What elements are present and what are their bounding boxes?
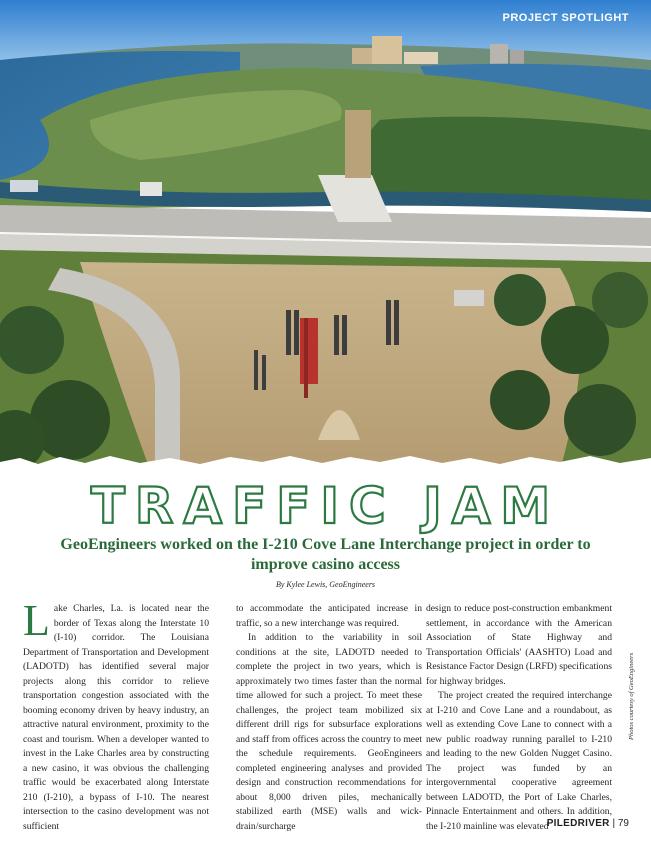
body-column-2 bbox=[236, 602, 422, 834]
page-footer bbox=[547, 818, 629, 829]
publication-name: PILEDRIVER bbox=[546, 818, 610, 829]
byline: By Kylee Lewis, GeoEngineers bbox=[275, 580, 376, 589]
paragraph: to accommodate the anticipated increase in traffic, so a new interchange was required. bbox=[236, 603, 422, 629]
paragraph bbox=[23, 596, 209, 834]
photo-credit: Photos courtesy of GeoEngineers bbox=[628, 652, 635, 740]
footer-separator: | bbox=[612, 818, 616, 829]
page-number: 79 bbox=[617, 818, 629, 829]
body-column-3 bbox=[426, 602, 612, 834]
paragraph: In addition to the variability in soil conditions at the site, LADOTD needed to complete the project in two years, which is approximately two times faster than the normal time allowed for such a project. To meet these challenges, the project team mobilized six different drill rigs for subsurface explorations and staff from offices across the country to meet the schedule requirements. GeoEngineers completed engineering analyses and provided design and construction recommendations for about 8,000 driven piles, mechanically stabilized earth (MSE) walls and wick-drain/surcharge bbox=[236, 632, 422, 832]
subheadline: GeoEngineers worked on the I-210 Cove Lane Interchange project in order to improve casino access bbox=[60, 536, 591, 573]
paragraph: The project created the required interchange at I-210 and Cove Lane and a roundabout, as well as extending Cove Lane to connect with a new public roadway running parallel to I-210 and leading to the new Golden Nugget Casino. The project was funded by an intergovernmental cooperative agreement between LADOTD, the Port of Lake Charles, Pinnacle Entertainment and others. In addition, the I-210 mainline was elevated bbox=[426, 690, 612, 832]
paragraph-text: ake Charles, La. is located near the border of Texas along the Interstate 10 (I-10) corridor. The Louisiana Department of Transportation and Development (LADOTD) has identified several major projects along this corridor to relieve transportation congestion associated with the booming economy driven by heavy industry, an attractive natural environment, proximity to the coast and tourism. When a developer wanted to invest in the Lake Charles area by constructing a new casino, it was obvious the challenging traffic would be exacerbated along Interstate 210 (I-210), a bypass of I-10. The nearest intersection to the casino development was not sufficient bbox=[23, 603, 209, 832]
body-column-1 bbox=[23, 596, 209, 834]
headline: TRAFFIC JAM bbox=[90, 477, 561, 535]
paragraph: design to reduce post-construction embankment settlement, in accordance with the American Association of State Highway and Transportation Officials' (AASHTO) Load and Resistance Factor Design (LRFD) specifications for highway bridges. bbox=[426, 603, 612, 687]
section-label: PROJECT SPOTLIGHT bbox=[502, 12, 629, 24]
dropcap: L bbox=[23, 596, 50, 645]
